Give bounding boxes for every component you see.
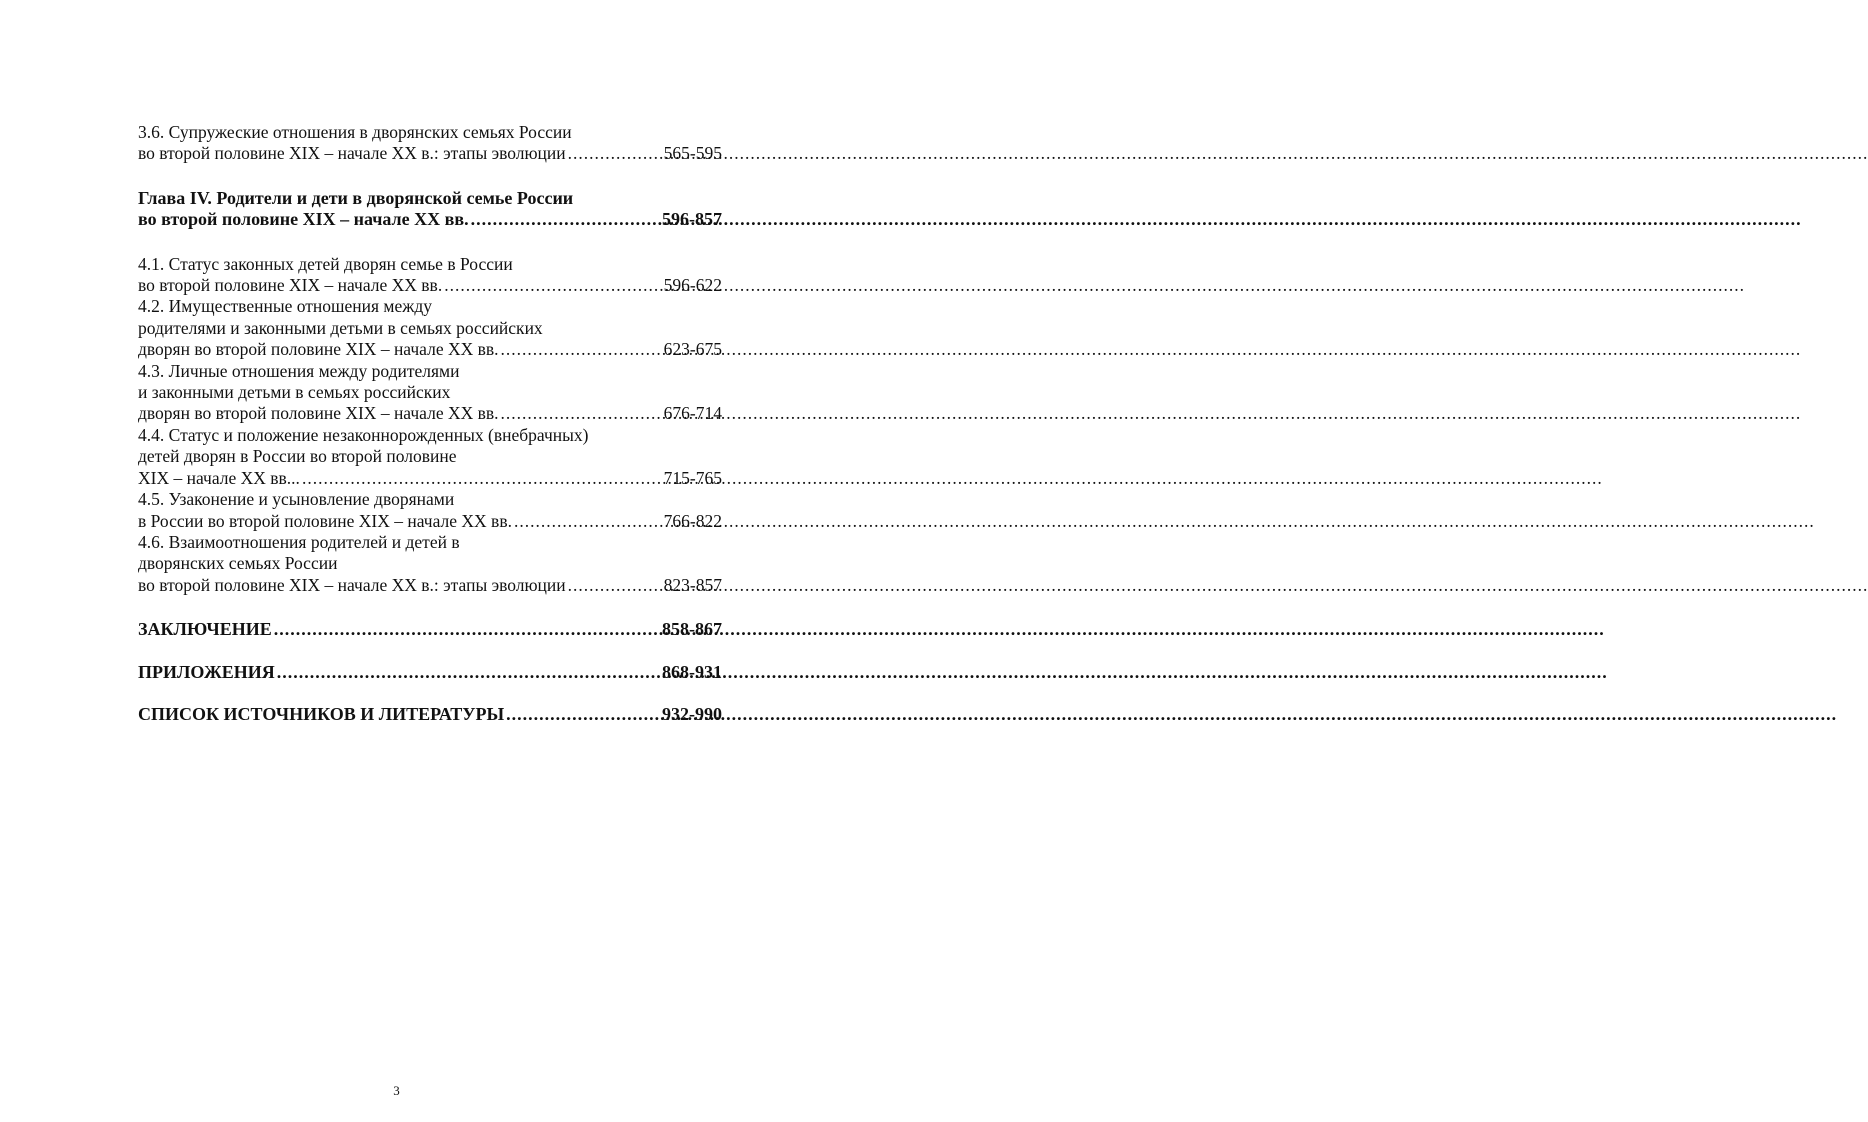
toc-entry-4-5[interactable] <box>138 489 722 532</box>
toc-entry-title-line: дворян во второй половине XIX – начале XX вв. <box>138 339 499 360</box>
toc-entry-title-line: во второй половине XIX – начале XX в.: этапы эволюции <box>138 574 566 595</box>
dot-leader <box>302 468 656 489</box>
dot-leader <box>506 704 656 725</box>
toc-entry-4-2[interactable] <box>138 296 722 360</box>
toc-entry-4-4[interactable] <box>138 425 722 489</box>
toc-entry-pages: 823-857 <box>663 574 722 595</box>
toc-chapter-title-line: Глава IV. Родители и дети в дворянской семье России <box>138 187 574 208</box>
document-page <box>0 0 793 1122</box>
page-number: 3 <box>393 1083 400 1098</box>
toc-entry-pages: 565-595 <box>663 143 722 164</box>
table-of-contents <box>138 122 722 725</box>
dot-leader <box>501 339 656 360</box>
toc-sources[interactable] <box>138 704 722 725</box>
toc-entry-title-line: 4.3. Личные отношения между родителями <box>138 360 460 381</box>
toc-conclusion[interactable] <box>138 619 722 640</box>
toc-appendices[interactable] <box>138 662 722 683</box>
toc-chapter-pages: 596-857 <box>662 209 722 230</box>
toc-entry-pages: 676-714 <box>663 403 722 424</box>
toc-entry-title-line: во второй половине XIX – начале XX вв. <box>138 275 443 296</box>
toc-entry-4-3[interactable] <box>138 361 722 425</box>
toc-entry-4-6[interactable] <box>138 532 722 596</box>
toc-entry-4-1[interactable] <box>138 254 722 297</box>
toc-entry-pages: 715-765 <box>663 467 722 488</box>
toc-section-title: ПРИЛОЖЕНИЯ <box>138 661 275 682</box>
toc-entry-3-6[interactable] <box>138 122 722 165</box>
toc-section-title: ЗАКЛЮЧЕНИЕ <box>138 619 272 640</box>
toc-entry-title-line: детей дворян в России во второй половине <box>138 446 457 467</box>
toc-entry-pages: 623-675 <box>663 339 722 360</box>
toc-chapter-4[interactable] <box>138 188 722 231</box>
toc-entry-title-line: 4.1. Статус законных детей дворян семье в России <box>138 253 513 274</box>
dot-leader <box>471 209 656 230</box>
toc-chapter-title-line: во второй половине XIX – начале XX вв. <box>138 209 469 230</box>
toc-entry-title-line: дворян во второй половине XIX – начале XX вв. <box>138 403 499 424</box>
toc-entry-title-line: во второй половине XIX – начале XX в.: этапы эволюции <box>138 143 566 164</box>
toc-entry-title-line: 4.4. Статус и положение незаконнорожденных (внебрачных) <box>138 424 589 445</box>
dot-leader <box>568 575 656 596</box>
toc-entry-title-line: 4.2. Имущественные отношения между <box>138 296 433 317</box>
toc-entry-title-line: дворянских семьях России <box>138 553 338 574</box>
toc-entry-title-line: 3.6. Супружеские отношения в дворянских семьях России <box>138 122 572 142</box>
toc-entry-pages: 596-622 <box>663 275 722 296</box>
toc-section-pages: 868-931 <box>662 661 722 682</box>
dot-leader <box>277 662 656 683</box>
toc-entry-title-line: и законными детьми в семьях российских <box>138 382 451 403</box>
dot-leader <box>501 403 656 424</box>
toc-entry-pages: 766-822 <box>663 510 722 531</box>
toc-section-title: СПИСОК ИСТОЧНИКОВ И ЛИТЕРАТУРЫ <box>138 703 505 724</box>
dot-leader <box>274 619 656 640</box>
toc-entry-title-line: 4.5. Узаконение и усыновление дворянами <box>138 489 455 510</box>
dot-leader <box>514 511 656 532</box>
toc-entry-title-line: 4.6. Взаимоотношения родителей и детей в <box>138 531 460 552</box>
toc-entry-title-line: XIX – начале XX вв... <box>138 467 300 488</box>
toc-entry-title-line: в России во второй половине XIX – начале XX вв. <box>138 510 512 531</box>
toc-section-pages: 858-867 <box>662 619 722 640</box>
toc-entry-title-line: родителями и законными детьми в семьях российских <box>138 317 543 338</box>
dot-leader <box>444 275 656 296</box>
toc-section-pages: 932-990 <box>662 703 722 724</box>
dot-leader <box>568 143 656 164</box>
